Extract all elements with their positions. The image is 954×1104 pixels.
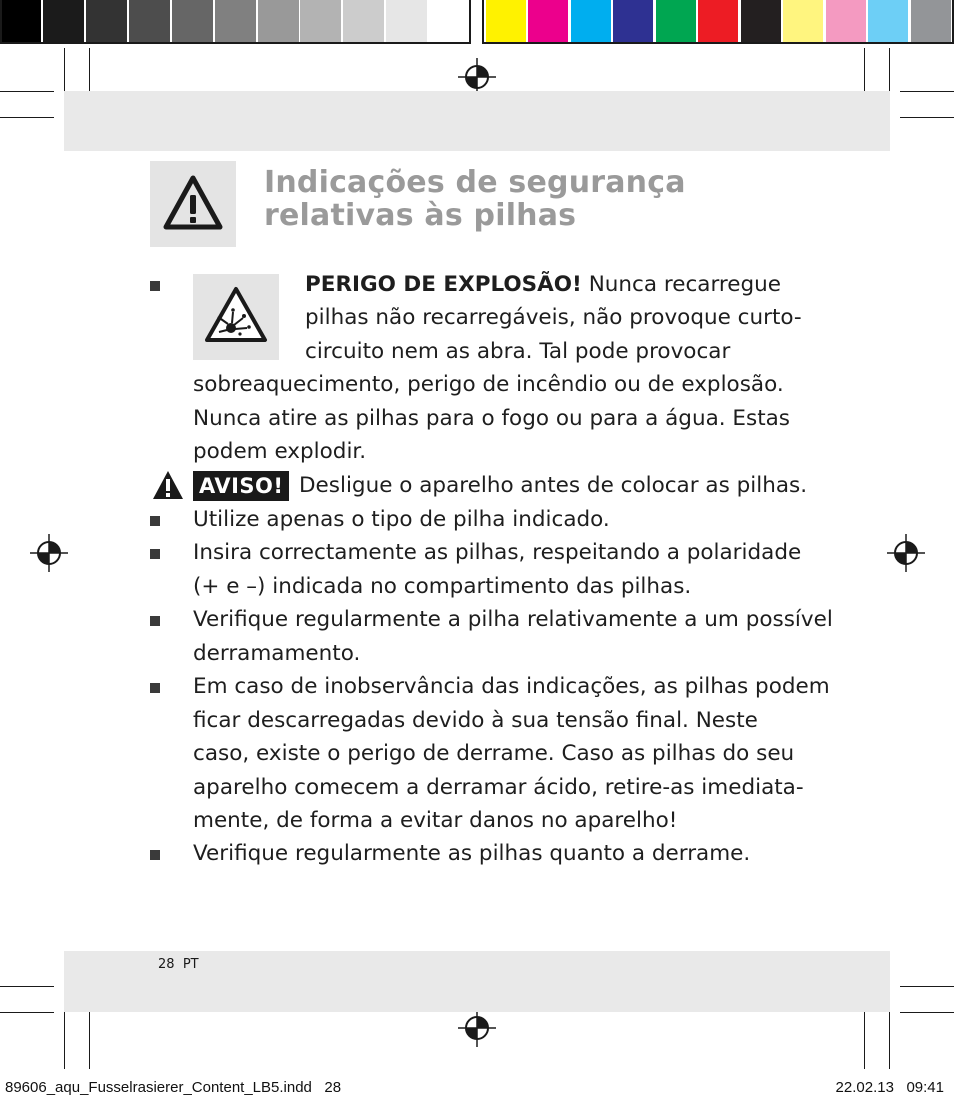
registration-mark-icon (30, 534, 68, 572)
crop-mark (0, 1012, 54, 1013)
warning-triangle-icon (152, 470, 184, 500)
footer-date: 22.02.13 (835, 1079, 894, 1096)
page-number: 28 PT (158, 957, 199, 972)
list-item-line: Em caso de inobservância das indicações, as pilhas podem (193, 674, 830, 699)
list-item-line: derramamento. (193, 640, 361, 666)
title-line-2: relativas às pilhas (264, 198, 577, 233)
crop-mark (900, 117, 954, 118)
color-bar-frame (482, 0, 954, 44)
crop-mark (64, 1003, 65, 1069)
crop-mark (889, 1003, 890, 1069)
crop-mark (0, 117, 54, 118)
registration-mark-icon (887, 534, 925, 572)
list-item-line: Verifique regularmente a pilha relativamente a um possível (193, 607, 833, 632)
list-item-line: Verifique regularmente as pilhas quanto a derrame. (193, 841, 751, 866)
footer-time: 09:41 (906, 1079, 944, 1096)
list-item-line: Insira correctamente as pilhas, respeitando a polaridade (193, 540, 802, 565)
explosion-line-3: circuito nem as abra. Tal pode provocar (305, 339, 731, 364)
crop-mark (900, 1012, 954, 1013)
aviso-label: AVISO! (193, 471, 289, 501)
footer-file-info (5, 1079, 341, 1096)
crop-mark (89, 1003, 90, 1069)
bullet (150, 616, 160, 626)
crop-mark (0, 91, 54, 92)
heading-warning-box (150, 161, 236, 247)
explosive-hazard-icon (193, 274, 279, 360)
bullet (150, 516, 160, 526)
bullet (150, 683, 160, 693)
warning-triangle-icon (150, 161, 236, 247)
gray-ramp-frame (0, 0, 471, 44)
header-band (64, 91, 890, 151)
list-item-line: Utilize apenas o tipo de pilha indicado. (193, 507, 610, 532)
explosion-line-1: PERIGO DE EXPLOSÃO! Nunca recarregue (305, 272, 782, 297)
list-item-line: ficar descarregadas devido à sua tensão final. Neste (193, 707, 758, 733)
explosion-line-4: sobreaquecimento, perigo de incêndio ou de explosão. (193, 372, 784, 397)
explosion-line-2: pilhas não recarregáveis, não provoque curto- (305, 305, 802, 330)
explosion-line-6: podem explodir. (193, 439, 367, 464)
explosion-label: PERIGO DE EXPLOSÃO! (305, 272, 582, 297)
bullet (150, 549, 160, 559)
bullet (150, 850, 160, 860)
explosion-warning-box (193, 274, 279, 360)
list-item-line: mente, de forma a evitar danos no aparelho! (193, 808, 678, 833)
crop-mark (864, 1003, 865, 1069)
footer-filename: 89606_aqu_Fusselrasierer_Content_LB5.indd (5, 1079, 312, 1096)
crop-mark (900, 986, 954, 987)
page-title (264, 166, 784, 232)
footer-datetime (836, 1079, 944, 1096)
list-item-line: caso, existe o perigo de derrame. Caso as pilhas do seu (193, 741, 795, 766)
list-item-line: aparelho comecem a derramar ácido, retire-as imediata- (193, 774, 804, 800)
explosion-line-5: Nunca atire as pilhas para o fogo ou para a água. Estas (193, 406, 791, 431)
registration-mark-icon (458, 1009, 496, 1047)
title-line-1: Indicações de segurança (264, 165, 686, 200)
crop-mark (900, 91, 954, 92)
aviso-text: Desligue o aparelho antes de colocar as pilhas. (299, 473, 808, 498)
footer-file-page: 28 (324, 1079, 342, 1096)
crop-mark (0, 986, 54, 987)
bullet (150, 281, 160, 291)
list-item-line: (+ e –) indicada no compartimento das pilhas. (193, 573, 692, 599)
